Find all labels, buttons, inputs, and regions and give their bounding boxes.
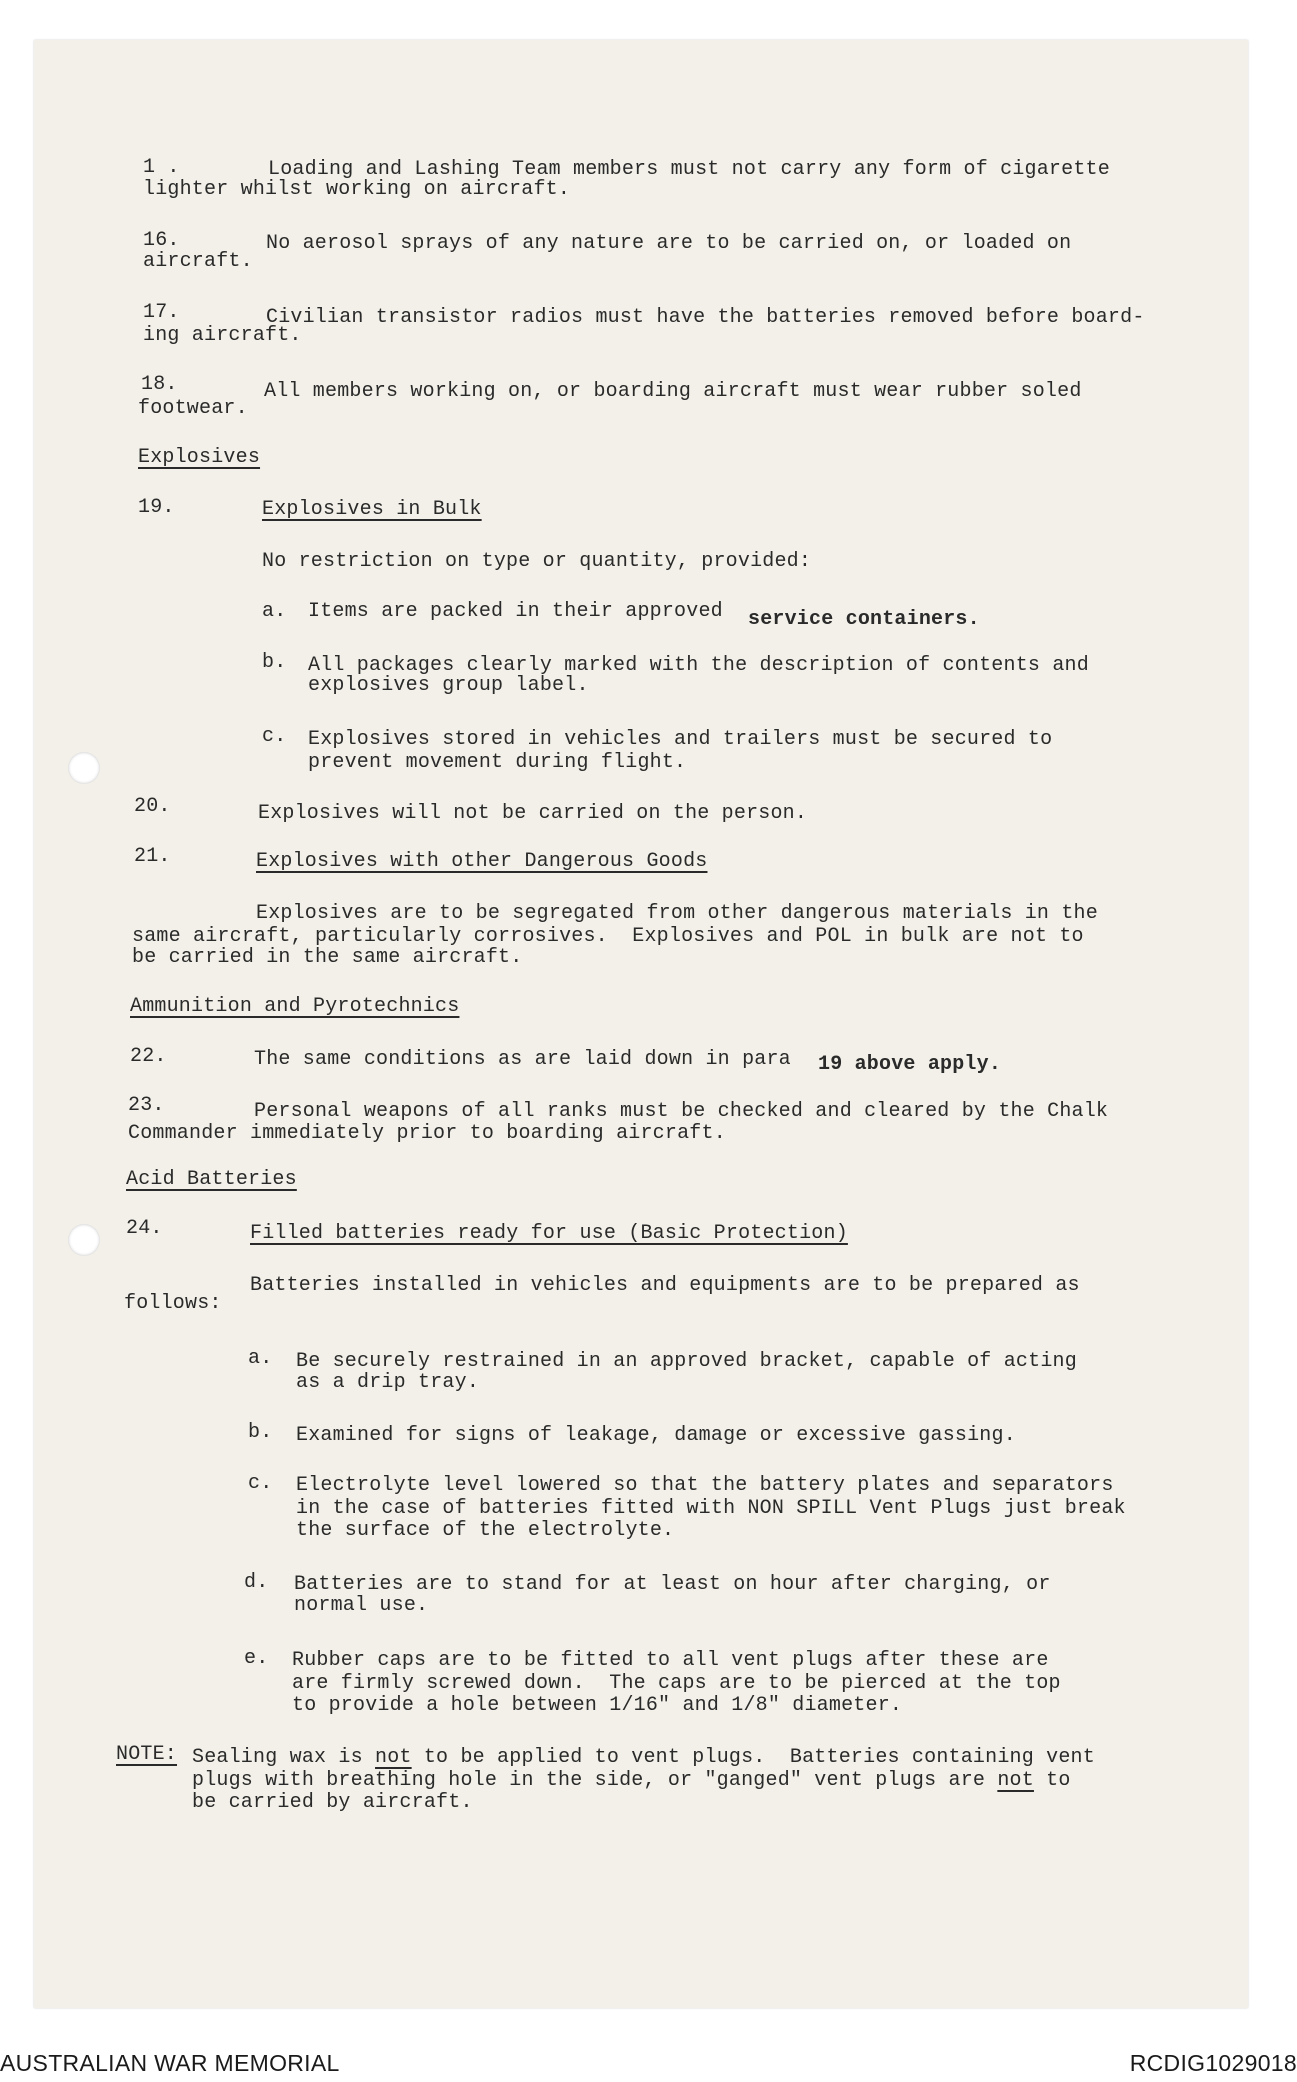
note-line-3: be carried by aircraft. <box>192 1791 473 1814</box>
para-text: Explosives will not be carried on the person. <box>258 802 808 825</box>
para-number: 20. <box>134 795 171 818</box>
item-text: Rubber caps are to be fitted to all vent plugs after these are <box>292 1649 1049 1672</box>
item-text: are firmly screwed down. The caps are to be pierced at the top <box>292 1672 1061 1695</box>
para-title: Explosives in Bulk <box>262 498 482 521</box>
item-text: Electrolyte level lowered so that the battery plates and separators <box>296 1474 1114 1497</box>
item-text: normal use. <box>294 1594 429 1617</box>
para-text: Commander immediately prior to boarding aircraft. <box>128 1122 726 1145</box>
item-text: All packages clearly marked with the description of contents and <box>308 654 1089 677</box>
para-title: Explosives with other Dangerous Goods <box>256 850 708 873</box>
para-text: aircraft. <box>143 250 253 273</box>
footer-institution: AUSTRALIAN WAR MEMORIAL <box>0 2050 340 2076</box>
item-text: as a drip tray. <box>296 1371 480 1394</box>
para-text: All members working on, or boarding aircraft must wear rubber soled <box>264 380 1082 403</box>
footer-record-id: RCDIG1029018 <box>1129 2050 1297 2076</box>
para-number: 18. <box>141 373 178 396</box>
para-text: same aircraft, particularly corrosives. Explosives and POL in bulk are not to <box>132 925 1084 948</box>
item-text: Explosives stored in vehicles and trailers must be secured to <box>308 728 1053 751</box>
para-text: Civilian transistor radios must have the batteries removed before board- <box>266 306 1145 329</box>
note-label: NOTE: <box>116 1743 178 1766</box>
item-text-insert: service containers. <box>748 608 980 631</box>
para-text: Personal weapons of all ranks must be checked and cleared by the Chalk <box>254 1100 1109 1123</box>
item-letter: d. <box>244 1571 269 1594</box>
para-number: 1 . <box>143 156 180 179</box>
para-number: 24. <box>126 1217 163 1240</box>
item-text: prevent movement during flight. <box>308 751 687 774</box>
item-letter: e. <box>244 1647 269 1670</box>
para-text-insert: 19 above apply. <box>818 1053 1002 1076</box>
para-text: Explosives are to be segregated from other dangerous materials in the <box>256 902 1098 925</box>
para-number: 21. <box>134 845 171 868</box>
section-heading: Explosives <box>138 446 261 469</box>
para-number: 16. <box>143 229 180 252</box>
item-text: the surface of the electrolyte. <box>296 1519 675 1542</box>
section-heading: Acid Batteries <box>126 1168 297 1191</box>
para-text: ing aircraft. <box>143 324 302 347</box>
item-text: explosives group label. <box>308 674 589 697</box>
para-text: follows: <box>124 1292 222 1315</box>
para-text: The same conditions as are laid down in para <box>254 1048 791 1071</box>
para-text: No aerosol sprays of any nature are to be carried on, or loaded on <box>266 232 1072 255</box>
item-text: Examined for signs of leakage, damage or excessive gassing. <box>296 1424 1016 1447</box>
para-number: 17. <box>143 301 180 324</box>
para-text: No restriction on type or quantity, provided: <box>262 550 812 573</box>
item-letter: a. <box>262 600 287 623</box>
punch-hole <box>68 752 100 784</box>
section-heading: Ammunition and Pyrotechnics <box>130 995 460 1018</box>
para-title: Filled batteries ready for use (Basic Protection) <box>250 1222 848 1245</box>
para-text: be carried in the same aircraft. <box>132 946 523 969</box>
item-letter: c. <box>262 725 287 748</box>
item-text: Items are packed in their approved <box>308 600 723 623</box>
item-text: Batteries are to stand for at least on hour after charging, or <box>294 1573 1051 1596</box>
para-text: Loading and Lashing Team members must not carry any form of cigarette <box>268 158 1110 181</box>
note-line-2: plugs with breathing hole in the side, or "ganged" vent plugs are not to <box>192 1769 1071 1792</box>
item-text: to provide a hole between 1/16" and 1/8" diameter. <box>292 1694 903 1717</box>
punch-hole <box>68 1224 100 1256</box>
item-letter: b. <box>248 1421 273 1444</box>
item-text: in the case of batteries fitted with NON SPILL Vent Plugs just break <box>296 1497 1126 1520</box>
para-text: Batteries installed in vehicles and equipments are to be prepared as <box>250 1274 1080 1297</box>
para-text: lighter whilst working on aircraft. <box>143 178 571 201</box>
note-line-1: Sealing wax is not to be applied to vent plugs. Batteries containing vent <box>192 1746 1095 1769</box>
para-number: 19. <box>138 496 175 519</box>
item-letter: b. <box>262 651 287 674</box>
para-number: 23. <box>128 1094 165 1117</box>
item-text: Be securely restrained in an approved bracket, capable of acting <box>296 1350 1077 1373</box>
para-number: 22. <box>130 1045 167 1068</box>
para-text: footwear. <box>138 397 248 420</box>
item-letter: c. <box>248 1472 273 1495</box>
item-letter: a. <box>248 1347 273 1370</box>
